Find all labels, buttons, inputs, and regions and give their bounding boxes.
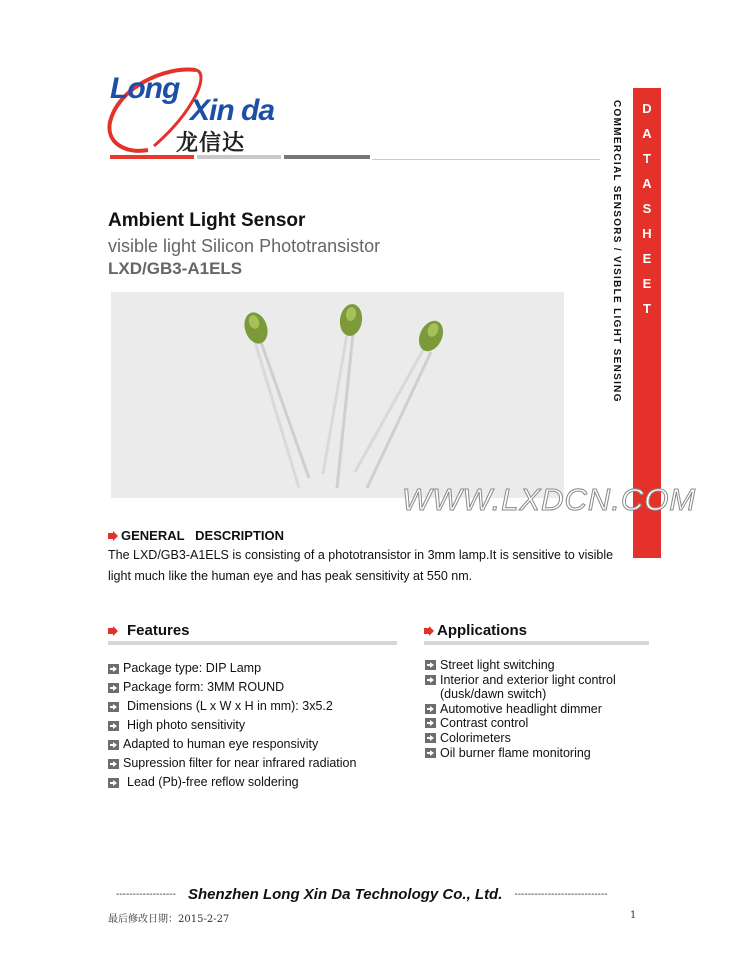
application-text: Interior and exterior light control (dusk/dawn switch) <box>440 672 616 702</box>
list-item <box>425 658 645 673</box>
datasheet-letter: T <box>643 301 651 316</box>
application-text: Oil burner flame monitoring <box>440 745 591 760</box>
arrow-box-icon <box>425 704 436 714</box>
list-item <box>108 716 356 735</box>
list-item <box>425 702 645 717</box>
datasheet-letter: E <box>642 276 652 291</box>
header-rule-light <box>197 155 281 159</box>
product-title: Ambient Light Sensor <box>108 210 306 231</box>
red-arrow-icon <box>108 531 118 541</box>
features-underline <box>108 641 397 645</box>
list-item <box>108 659 356 678</box>
footer-dashes-right: ---------------------------- <box>514 889 608 900</box>
feature-text: Supression filter for near infrared radiation <box>123 756 357 770</box>
arrow-box-icon <box>108 740 119 750</box>
general-description-text: The LXD/GB3-A1ELS is consisting of a phototransistor in 3mm lamp.It is sensitive to visible light much like the human eye and has peak sensitivity at 550 nm. <box>108 548 614 583</box>
application-text: Colorimeters <box>440 730 511 745</box>
features-heading <box>108 622 190 639</box>
arrow-box-icon <box>425 748 436 758</box>
list-item <box>425 731 645 746</box>
features-title: Features <box>127 622 190 639</box>
applications-list <box>425 658 645 760</box>
header-rule-thin <box>372 159 600 160</box>
general-description-heading <box>108 528 284 543</box>
arrow-box-icon <box>108 759 119 769</box>
company-logo <box>104 62 274 158</box>
list-item <box>108 678 356 697</box>
list-item <box>108 754 356 773</box>
arrow-box-icon <box>425 660 436 670</box>
header-rule-dark <box>284 155 370 159</box>
side-category-text: COMMERCIAL SENSORS / VISIBLE LIGHT SENSING <box>611 100 622 403</box>
product-photo <box>111 292 564 498</box>
red-arrow-icon <box>108 626 118 636</box>
list-item <box>425 746 645 761</box>
feature-text: Dimensions (L x W x H in mm): 3x5.2 <box>127 699 333 713</box>
datasheet-letters <box>633 96 661 321</box>
arrow-box-icon <box>425 718 436 728</box>
application-text: Contrast control <box>440 716 529 731</box>
led-component-2 <box>323 303 364 488</box>
red-arrow-icon <box>424 626 434 636</box>
datasheet-letter: H <box>642 226 652 241</box>
list-item <box>425 673 645 702</box>
datasheet-letter: S <box>642 201 652 216</box>
arrow-box-icon <box>108 778 119 788</box>
list-item <box>108 697 356 716</box>
product-subtitle: visible light Silicon Phototransistor <box>108 236 381 256</box>
list-item <box>108 735 356 754</box>
arrow-box-icon <box>108 721 119 731</box>
logo-text-xinda: Xin da <box>190 94 275 127</box>
page-number: 1 <box>630 910 637 921</box>
feature-text: High photo sensitivity <box>127 718 246 732</box>
list-item <box>108 773 356 792</box>
application-text: Street light switching <box>440 658 555 672</box>
feature-text: Package type: DIP Lamp <box>123 661 262 675</box>
general-description-title: GENERAL DESCRIPTION <box>121 528 285 543</box>
arrow-box-icon <box>108 683 119 693</box>
led-component-1 <box>241 309 309 488</box>
arrow-box-icon <box>108 702 119 712</box>
last-modified-date: 最后修改日期：2015-2-27 <box>108 914 230 925</box>
page-footer <box>116 886 636 903</box>
logo-text-chinese: 龙信达 <box>176 130 246 155</box>
list-item <box>425 716 645 731</box>
applications-title: Applications <box>437 622 528 639</box>
arrow-box-icon <box>425 733 436 743</box>
footer-company: Shenzhen Long Xin Da Technology Co., Ltd. <box>187 886 503 903</box>
logo-text-long: Long <box>110 72 180 105</box>
datasheet-letter: A <box>642 126 652 141</box>
led-photo-illustration <box>111 292 564 498</box>
header-rule-red <box>110 155 194 159</box>
application-text: Automotive headlight dimmer <box>440 701 602 716</box>
applications-heading <box>424 622 527 639</box>
datasheet-letter: T <box>643 151 651 166</box>
led-component-3 <box>355 317 448 488</box>
datasheet-letter: E <box>642 251 652 266</box>
side-category <box>603 100 631 420</box>
arrow-box-icon <box>425 675 436 685</box>
feature-text: Lead (Pb)-free reflow soldering <box>127 775 299 789</box>
applications-underline <box>424 641 649 645</box>
footer-dashes-left: ------------------ <box>116 889 176 900</box>
arrow-box-icon <box>108 664 119 674</box>
datasheet-letter: A <box>642 176 652 191</box>
features-list <box>108 659 356 792</box>
part-number: LXD/GB3-A1ELS <box>108 259 243 278</box>
datasheet-letter: D <box>642 101 652 116</box>
feature-text: Adapted to human eye responsivity <box>123 737 319 751</box>
feature-text: Package form: 3MM ROUND <box>123 680 285 694</box>
website-watermark: WWW.LXDCN.COM <box>402 482 697 517</box>
